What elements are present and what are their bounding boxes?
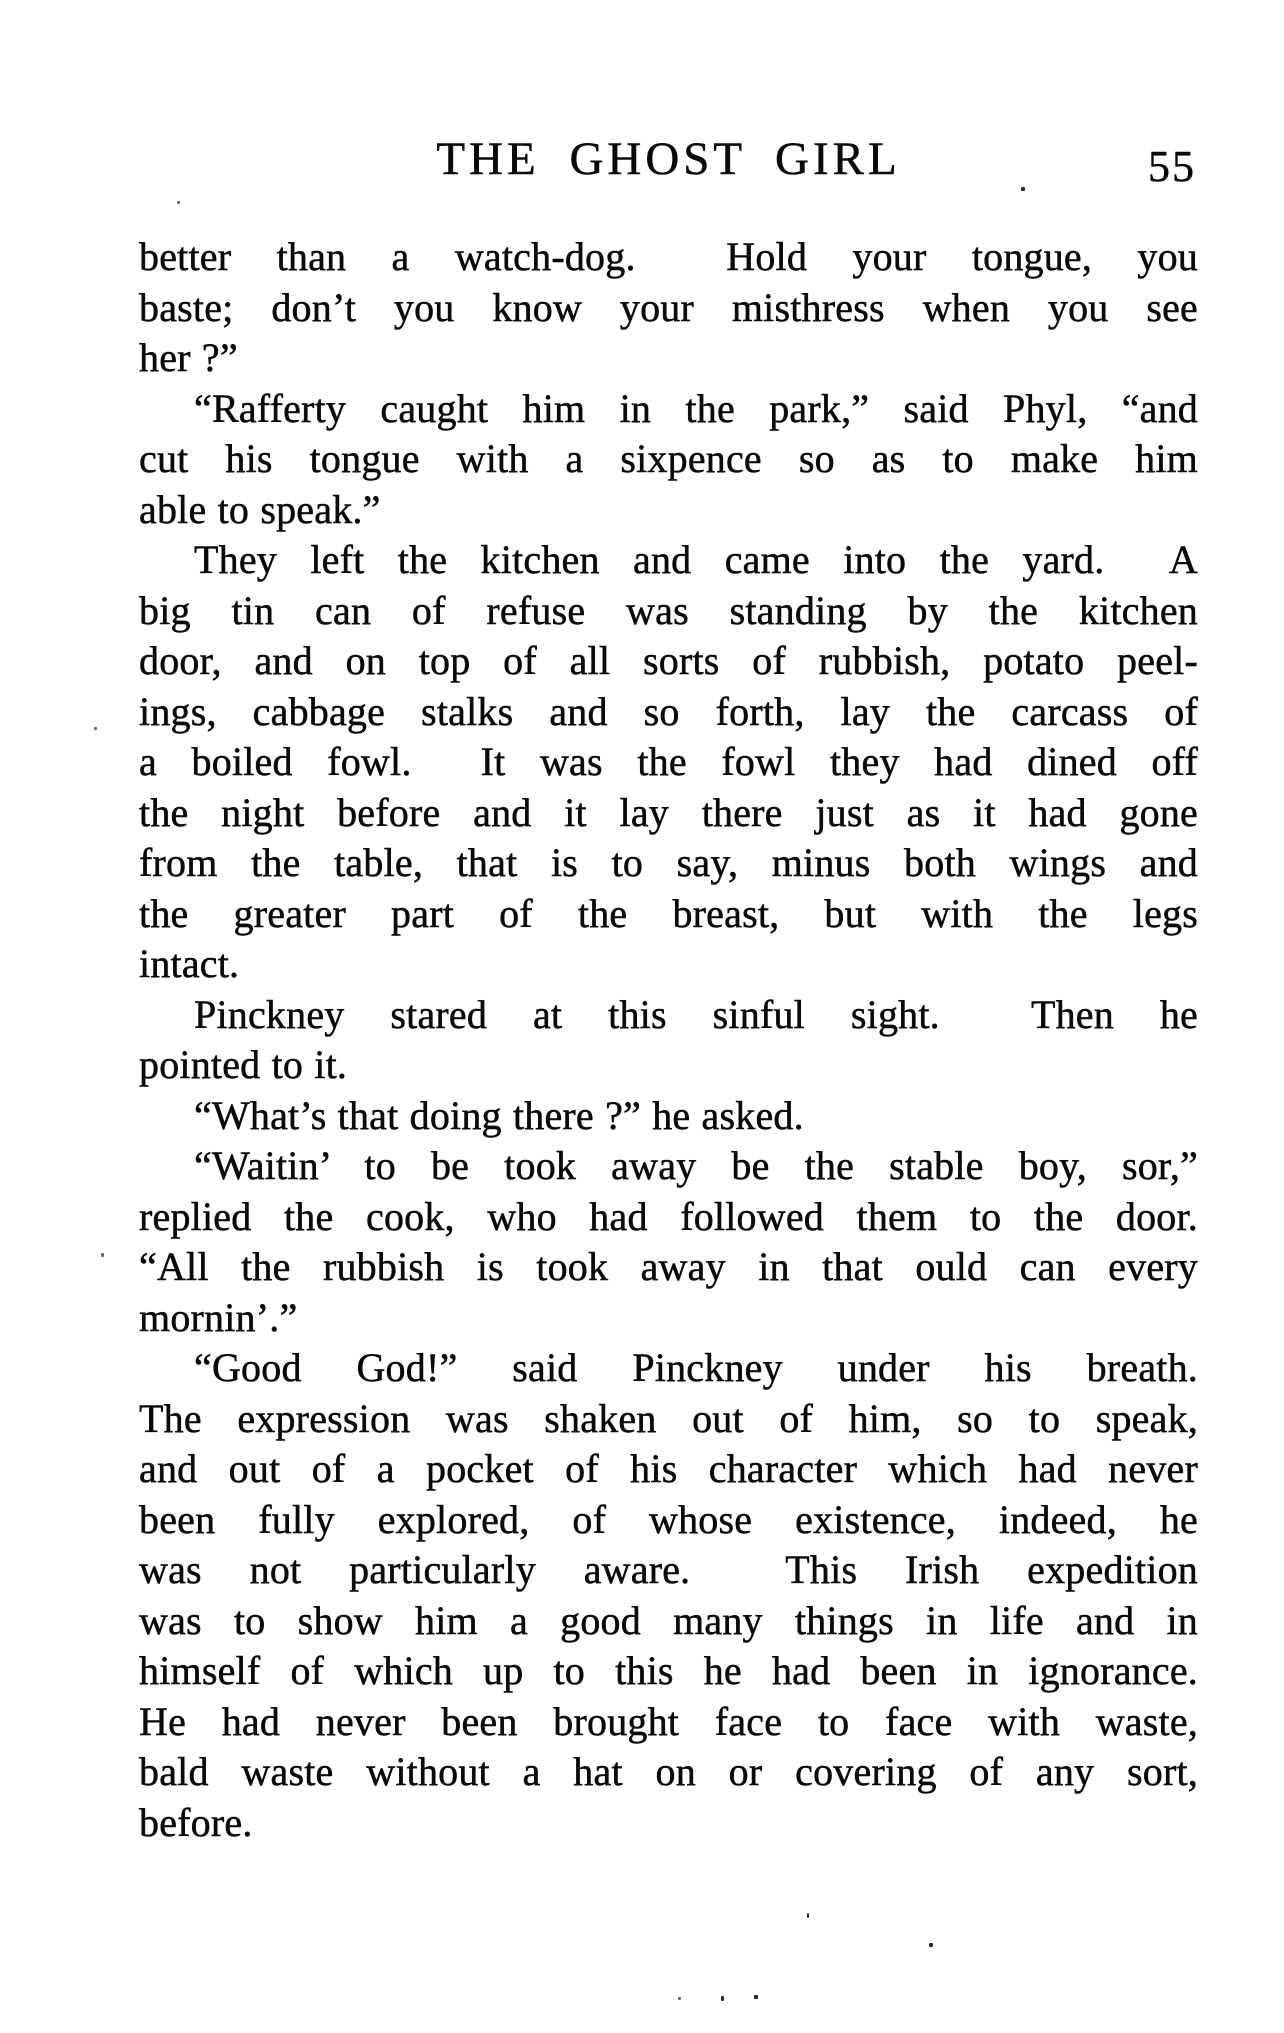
text-line: better than a watch-dog. Hold your tongue, you xyxy=(139,234,1198,279)
text-line: baste; don’t you know your misthress when you see xyxy=(139,284,1198,330)
text-line: bald waste without a hat on or covering of any sort, xyxy=(139,1749,1198,1794)
scan-speck xyxy=(177,201,180,204)
text-line: mornin’.” xyxy=(139,1294,298,1340)
scan-speck xyxy=(94,727,97,730)
text-line: cut his tongue with a sixpence so as to make him xyxy=(139,436,1198,481)
text-line: “What’s that doing there ?” he asked. xyxy=(194,1092,804,1138)
text-line: ings, cabbage stalks and so forth, lay the carcass of xyxy=(139,688,1198,734)
text-line: door, and on top of all sorts of rubbish, potato peel- xyxy=(139,638,1198,683)
text-line: intact. xyxy=(139,941,240,986)
text-line: able to speak.” xyxy=(139,486,381,532)
scan-speck xyxy=(678,1997,681,2000)
text-line: her ?” xyxy=(139,335,238,380)
running-header xyxy=(139,131,1198,191)
text-line: a boiled fowl. It was the fowl they had dined off xyxy=(139,739,1198,784)
scan-speck xyxy=(101,1253,104,1257)
text-line: the night before and it lay there just as it had gone xyxy=(139,789,1198,835)
body-text xyxy=(139,232,1198,1848)
text-line: the greater part of the breast, but with the legs xyxy=(139,890,1198,936)
scan-speck xyxy=(1021,187,1025,191)
scan-speck xyxy=(721,1996,724,2001)
text-line: He had never been brought face to face with waste, xyxy=(139,1698,1198,1744)
scan-speck xyxy=(754,1995,758,1999)
text-line: was not particularly aware. This Irish expedition xyxy=(139,1547,1198,1592)
text-line: Pinckney stared at this sinful sight. Then he xyxy=(194,991,1198,1037)
text-line: “Waitin’ to be took away be the stable boy, sor,” xyxy=(194,1143,1198,1188)
text-line: from the table, that is to say, minus both wings and xyxy=(139,840,1198,885)
text-line: pointed to it. xyxy=(139,1042,348,1087)
text-line: They left the kitchen and came into the yard. A xyxy=(194,537,1198,582)
scan-speck xyxy=(929,1943,933,1947)
text-line: big tin can of refuse was standing by the kitchen xyxy=(139,587,1198,633)
text-line: before. xyxy=(139,1799,253,1845)
text-line: “Rafferty caught him in the park,” said Phyl, “and xyxy=(194,385,1198,431)
page-number: 55 xyxy=(1148,142,1196,191)
text-line: The expression was shaken out of him, so to speak, xyxy=(139,1395,1198,1441)
text-line: was to show him a good many things in life and in xyxy=(139,1597,1198,1643)
text-line: been fully explored, of whose existence, indeed, he xyxy=(139,1496,1198,1542)
text-line: “Good God!” said Pinckney under his breath. xyxy=(194,1345,1198,1390)
text-line: and out of a pocket of his character which had never xyxy=(139,1446,1198,1491)
scan-speck xyxy=(807,1913,809,1918)
text-line: “All the rubbish is took away in that ould can every xyxy=(139,1244,1198,1289)
page-title: THE GHOST GIRL xyxy=(436,133,901,185)
text-line: replied the cook, who had followed them to the door. xyxy=(139,1193,1198,1239)
text-line: himself of which up to this he had been in ignorance. xyxy=(139,1648,1198,1693)
